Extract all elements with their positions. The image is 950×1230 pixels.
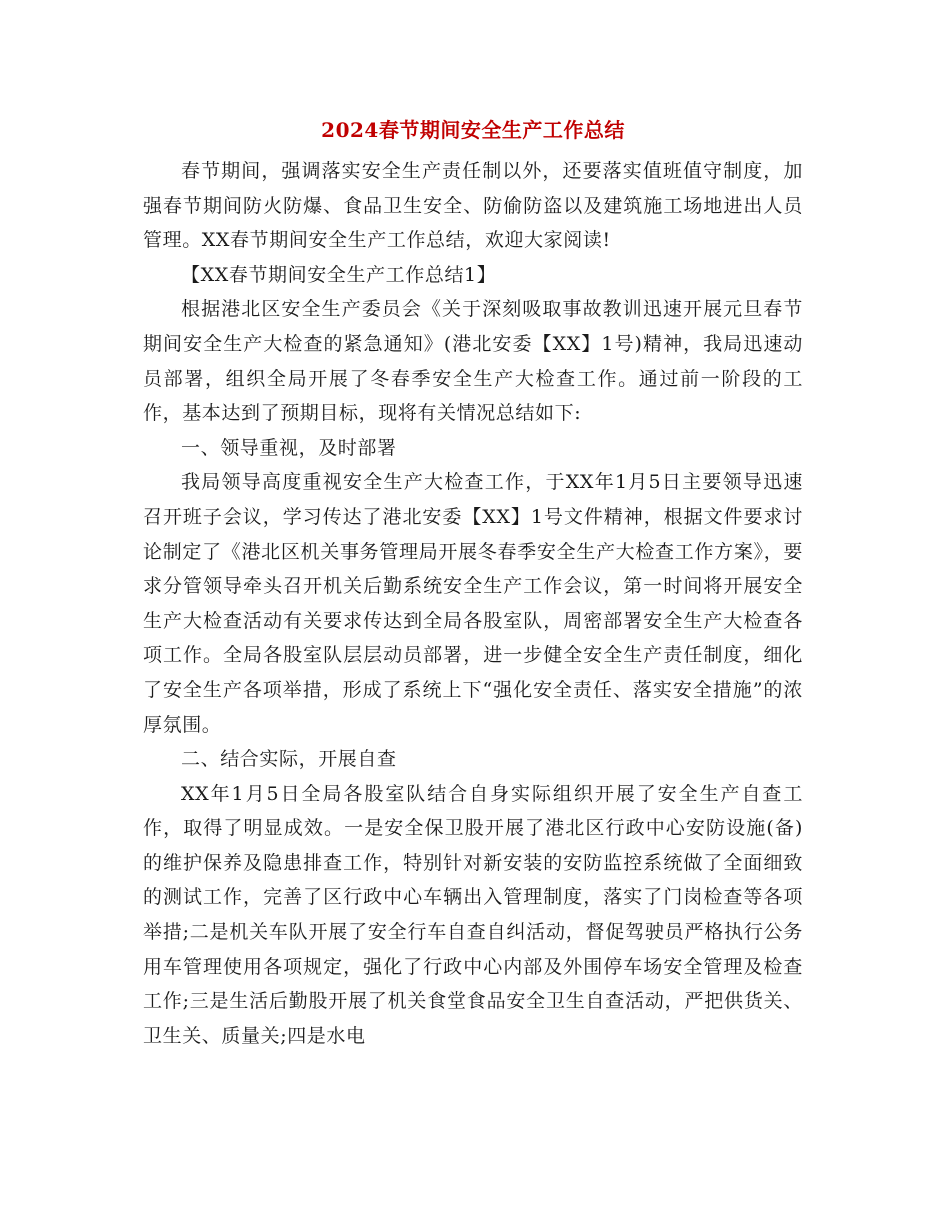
document-body: [143, 110, 803, 1053]
section-heading-leadership: 一、领导重视，及时部署: [181, 436, 397, 459]
section-heading-summary-1: 【XX春节期间安全生产工作总结1】: [181, 263, 497, 286]
intro-paragraph: 春节期间，强调落实安全生产责任制以外，还要落实值班值守制度，加强春节期间防火防爆、食品卫生安全、防偷防盗以及建筑施工场地进出人员管理。XX春节期间安全生产工作总结，欢迎大家阅读!: [143, 160, 803, 252]
background-paragraph: 根据港北区安全生产委员会《关于深刻吸取事故教训迅速开展元旦春节期间安全生产大检查的紧急通知》(港北安委【XX】1号)精神，我局迅速动员部署，组织全局开展了冬春季安全生产大检查工作。通过前一阶段的工作，基本达到了预期目标，现将有关情况总结如下:: [143, 298, 803, 425]
document-title: 2024春节期间安全生产工作总结: [321, 118, 625, 142]
self-inspection-paragraph: XX年1月5日全局各股室队结合自身实际组织开展了安全生产自查工作，取得了明显成效。一是安全保卫股开展了港北区行政中心安防设施(备)的维护保养及隐患排查工作，特别针对新安装的安防监控系统做了全面细致的测试工作，完善了区行政中心车辆出入管理制度，落实了门岗检查等各项举措;二是机关车队开展了安全行车自查自纠活动，督促驾驶员严格执行公务用车管理使用各项规定，强化了行政中心内部及外围停车场安全管理及检查工作;三是生活后勤股开展了机关食堂食品安全卫生自查活动，严把供货关、卫生关、质量关;四是水电: [143, 782, 803, 1047]
leadership-paragraph: 我局领导高度重视安全生产大检查工作，于XX年1月5日主要领导迅速召开班子会议，学习传达了港北安委【XX】1号文件精神，根据文件要求讨论制定了《港北区机关事务管理局开展冬春季安全生产大检查工作方案》，要求分管领导牵头召开机关后勤系统安全生产工作会议，第一时间将开展安全生产大检查活动有关要求传达到全局各股室队，周密部署安全生产大检查各项工作。全局各股室队层层动员部署，进一步健全安全生产责任制度，细化了安全生产各项举措，形成了系统上下“强化安全责任、落实安全措施”的浓厚氛围。: [143, 471, 803, 736]
section-heading-self-inspection: 二、结合实际，开展自查: [181, 748, 397, 771]
